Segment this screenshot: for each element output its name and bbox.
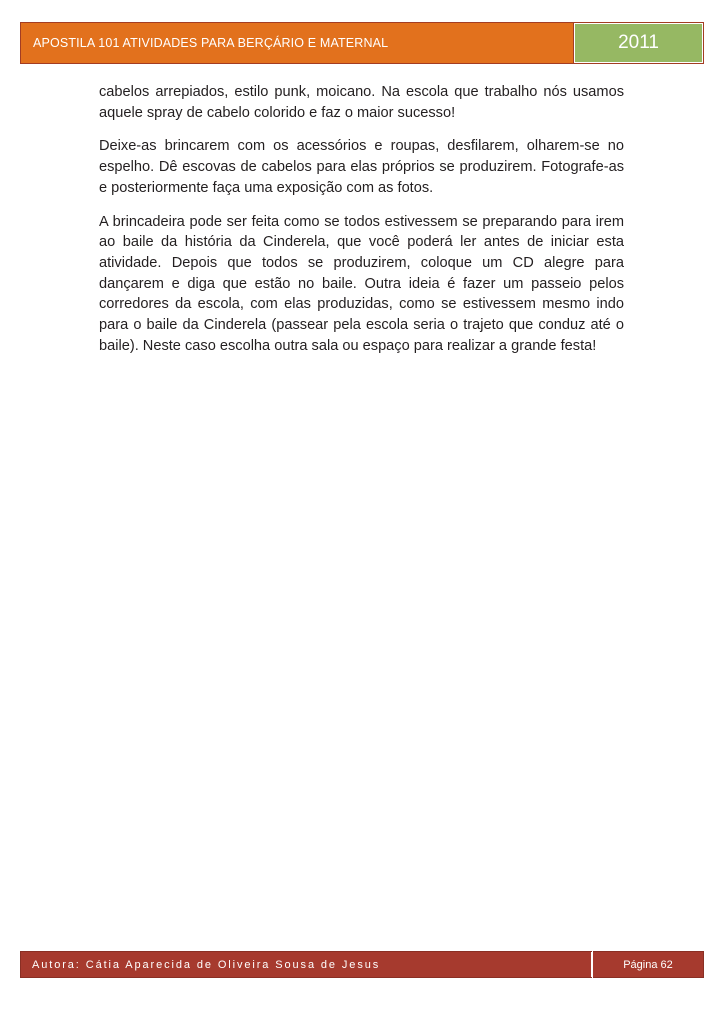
body-paragraph: A brincadeira pode ser feita como se todos estivessem se preparando para irem ao baile da história da Cinderela, que você poderá ler antes de iniciar esta atividade. Depois que todos se produzirem, coloque um CD alegre para dançarem e diga que estão no baile. Outra ideia é fazer um passeio pelos corredores da escola, com elas produzidas, como se estivessem mesmo indo para o baile da Cinderela (passear pela escola seria o trajeto que conduz até o baile). Neste caso escolha outra sala ou espaço para realizar a grande festa!	[99, 213, 624, 354]
document-body	[99, 82, 624, 357]
footer-divider	[592, 951, 593, 978]
body-paragraph: cabelos arrepiados, estilo punk, moicano. Na escola que trabalho nós usamos aquele spray de cabelo colorido e faz o maior sucesso!	[99, 84, 624, 121]
body-paragraph: Deixe-as brincarem com os acessórios e roupas, desfilarem, olharem-se no espelho. Dê escovas de cabelos para elas próprios se produzirem. Fotografe-as e posteriormente faça uma exposição com as fotos.	[99, 138, 624, 196]
footer-author: Autora: Cátia Aparecida de Oliveira Sousa de Jesus	[20, 951, 592, 978]
page-footer	[20, 951, 704, 978]
footer-page-number: Página 62	[592, 951, 704, 978]
header-title: APOSTILA 101 ATIVIDADES PARA BERÇÁRIO E MATERNAL	[21, 23, 574, 63]
page-header	[20, 22, 704, 64]
header-year: 2011	[574, 23, 703, 63]
header-divider	[573, 22, 574, 64]
